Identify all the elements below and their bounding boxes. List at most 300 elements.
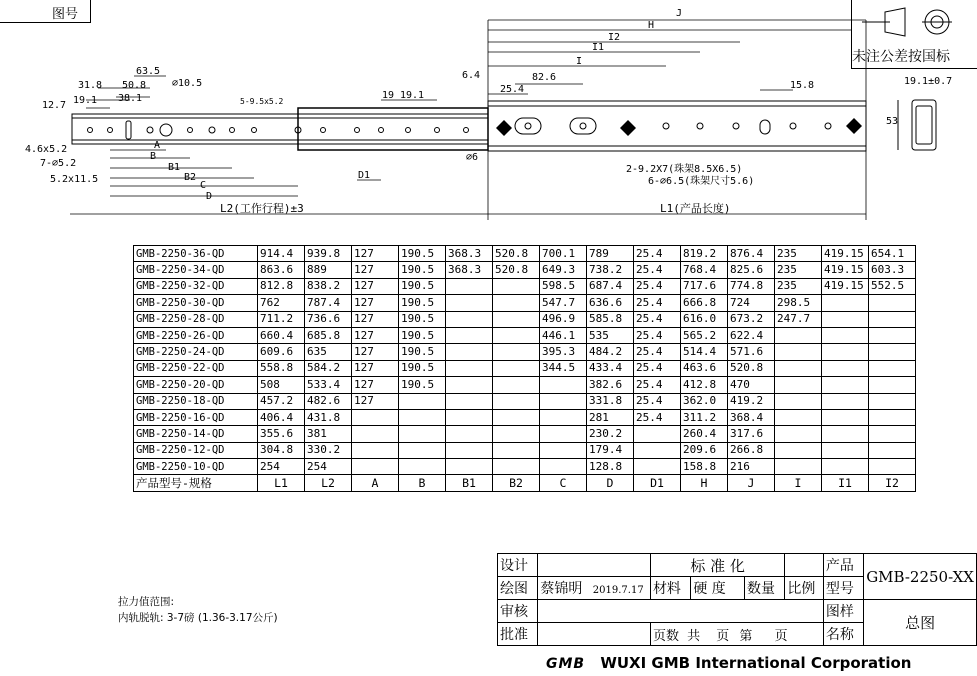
dim-15-8: 15.8 [790,80,815,91]
value-cell: 330.2 [305,442,352,458]
header-cell: I [775,475,822,491]
model-cell: GMB-2250-36-QD [134,246,258,262]
table-header-row [134,475,916,491]
value-cell: 382.6 [587,377,634,393]
value-cell [775,360,822,376]
value-cell: 724 [728,295,775,311]
model-cell: GMB-2250-24-QD [134,344,258,360]
dim-A: A [154,140,161,151]
value-cell: 25.4 [634,409,681,425]
table-row [134,426,916,442]
value-cell: 190.5 [399,377,446,393]
table-row [134,360,916,376]
value-cell: 209.6 [681,442,728,458]
value-cell: 876.4 [728,246,775,262]
value-cell: 25.4 [634,246,681,262]
value-cell [869,393,916,409]
value-cell [775,459,822,475]
value-cell: 190.5 [399,311,446,327]
model-cell: GMB-2250-28-QD [134,311,258,327]
tb-hardness: 硬 度 [691,577,745,600]
value-cell [869,295,916,311]
value-cell [540,409,587,425]
value-cell [775,409,822,425]
dim-50-8: 50.8 [122,80,147,91]
header-cell: J [728,475,775,491]
value-cell: 127 [352,377,399,393]
tb-pages: 页数 [652,628,679,644]
value-cell: 446.1 [540,327,587,343]
value-cell: 190.5 [399,344,446,360]
value-cell: 419.15 [822,262,869,278]
value-cell [493,459,540,475]
value-cell: 738.2 [587,262,634,278]
value-cell [493,311,540,327]
value-cell: 914.4 [258,246,305,262]
value-cell [822,426,869,442]
header-cell: A [352,475,399,491]
value-cell: 344.5 [540,360,587,376]
value-cell: 25.4 [634,295,681,311]
value-cell [399,426,446,442]
table-row [134,262,916,278]
dim-D: D [206,191,213,202]
value-cell [775,377,822,393]
value-cell: 25.4 [634,311,681,327]
value-cell: 717.6 [681,278,728,294]
value-cell [822,360,869,376]
slide-technical-drawing [0,0,977,230]
value-cell: 25.4 [634,262,681,278]
table-row [134,295,916,311]
value-cell [493,278,540,294]
value-cell [540,442,587,458]
model-cell: GMB-2250-10-QD [134,459,258,475]
value-cell [869,360,916,376]
value-cell: 230.2 [587,426,634,442]
value-cell [540,393,587,409]
value-cell [540,459,587,475]
table-row [134,409,916,425]
projection-symbol-icon [862,8,952,36]
value-cell: 190.5 [399,327,446,343]
value-cell [775,393,822,409]
value-cell: 565.2 [681,327,728,343]
value-cell: 666.8 [681,295,728,311]
dim-B: B [150,151,157,162]
value-cell: 673.2 [728,311,775,327]
value-cell: 406.4 [258,409,305,425]
value-cell [775,442,822,458]
value-cell [822,377,869,393]
value-cell: 190.5 [399,295,446,311]
value-cell: 127 [352,360,399,376]
dim-19: 19 [382,90,395,101]
value-cell [493,344,540,360]
tb-design: 设计 [498,554,538,577]
value-cell [869,327,916,343]
value-cell [822,393,869,409]
dim-6-4: 6.4 [462,70,481,81]
tb-nth: 第 [739,628,753,644]
value-cell: 552.5 [869,278,916,294]
value-cell: 616.0 [681,311,728,327]
dim-19-1: 19.1 [73,95,98,106]
dim-31-8: 31.8 [78,80,103,91]
value-cell: 609.6 [258,344,305,360]
value-cell: 216 [728,459,775,475]
value-cell: 787.4 [305,295,352,311]
value-cell [869,426,916,442]
dim-82-6: 82.6 [532,72,557,83]
value-cell [634,426,681,442]
value-cell [775,344,822,360]
value-cell: 355.6 [258,426,305,442]
value-cell: 190.5 [399,246,446,262]
header-cell: B1 [446,475,493,491]
value-cell: 535 [587,327,634,343]
value-cell: 235 [775,278,822,294]
value-cell [352,442,399,458]
value-cell [446,442,493,458]
value-cell [869,409,916,425]
dim-B1: B1 [168,162,181,173]
value-cell [446,327,493,343]
value-cell: 736.6 [305,311,352,327]
tb-standardize: 标 准 化 [650,554,784,577]
pull-range-value: 内轨脱轨: 3-7磅 (1.36-3.17公斤) [118,612,278,624]
table-row [134,393,916,409]
tb-product: 产品 [823,554,863,577]
value-cell [775,327,822,343]
value-cell: 939.8 [305,246,352,262]
value-cell [634,459,681,475]
dim-4-6: 4.6x5.2 [25,144,68,155]
value-cell: 520.8 [493,262,540,278]
dim-B2: B2 [184,172,197,183]
value-cell: 863.6 [258,262,305,278]
value-cell: 128.8 [587,459,634,475]
value-cell [822,311,869,327]
value-cell: 711.2 [258,311,305,327]
value-cell: 317.6 [728,426,775,442]
dim-slots: 5-9.5x5.2 [240,97,284,106]
mounting-holes [88,121,469,139]
value-cell [493,442,540,458]
value-cell: 190.5 [399,360,446,376]
value-cell [822,344,869,360]
header-cell: D1 [634,475,681,491]
value-cell: 304.8 [258,442,305,458]
dim-I: I [576,56,583,67]
model-cell: GMB-2250-20-QD [134,377,258,393]
value-cell [493,409,540,425]
table-row [134,377,916,393]
model-cell: GMB-2250-18-QD [134,393,258,409]
value-cell [446,426,493,442]
dim-19-1b: 19.1 [400,90,425,101]
value-cell [493,295,540,311]
value-cell [399,409,446,425]
tb-model-label: 型号 [823,577,863,600]
header-cell: L2 [305,475,352,491]
value-cell: 25.4 [634,327,681,343]
company-name: WUXI GMB International Corporation [600,654,912,672]
value-cell [493,426,540,442]
value-cell: 585.8 [587,311,634,327]
value-cell: 789 [587,246,634,262]
value-cell: 381 [305,426,352,442]
tb-qty: 数量 [744,577,784,600]
dim-63-5: 63.5 [136,66,161,77]
note-holes: 6-⌀6.5(珠架尺寸5.6) [648,176,755,187]
value-cell: 260.4 [681,426,728,442]
value-cell [540,377,587,393]
value-cell: 649.3 [540,262,587,278]
value-cell: 25.4 [634,377,681,393]
tb-drafter: 蔡锦明 [540,581,583,597]
value-cell: 419.15 [822,278,869,294]
value-cell: 362.0 [681,393,728,409]
value-cell: 470 [728,377,775,393]
value-cell [446,360,493,376]
value-cell: 762 [258,295,305,311]
dim-side-height: 53 [886,116,899,127]
value-cell: 654.1 [869,246,916,262]
model-cell: GMB-2250-32-QD [134,278,258,294]
dim-phi6: ⌀6 [466,152,479,163]
header-cell: B [399,475,446,491]
value-cell: 419.15 [822,246,869,262]
value-cell: 520.8 [728,360,775,376]
dim-L1: L1(产品长度) [660,202,731,215]
value-cell: 768.4 [681,262,728,278]
value-cell [822,442,869,458]
model-cell: GMB-2250-30-QD [134,295,258,311]
tb-page-unit2: 页 [774,628,788,644]
tb-scale: 比例 [785,577,824,600]
dim-L2: L2(工作行程)±3 [220,202,304,215]
table-row [134,311,916,327]
tb-name-value: 总图 [864,600,977,646]
value-cell [634,442,681,458]
value-cell [869,459,916,475]
value-cell: 635 [305,344,352,360]
value-cell: 825.6 [728,262,775,278]
value-cell [446,278,493,294]
value-cell: 25.4 [634,393,681,409]
value-cell [775,426,822,442]
dim-J: J [676,8,683,19]
table-row [134,459,916,475]
value-cell: 311.2 [681,409,728,425]
value-cell: 127 [352,393,399,409]
value-cell: 774.8 [728,278,775,294]
value-cell: 368.3 [446,262,493,278]
value-cell [493,360,540,376]
value-cell: 603.3 [869,262,916,278]
value-cell: 622.4 [728,327,775,343]
header-cell: I2 [869,475,916,491]
header-cell: C [540,475,587,491]
value-cell: 571.6 [728,344,775,360]
value-cell: 254 [258,459,305,475]
table-row [134,278,916,294]
dim-I2: I2 [608,32,621,43]
header-cell: L1 [258,475,305,491]
value-cell [822,459,869,475]
value-cell [399,393,446,409]
tb-drawing-type: 图样 [823,600,863,623]
value-cell [399,459,446,475]
tolerance-note: 未注公差按国标 [852,49,950,65]
value-cell [822,295,869,311]
value-cell [352,459,399,475]
value-cell: 636.6 [587,295,634,311]
value-cell: 127 [352,327,399,343]
value-cell: 484.2 [587,344,634,360]
header-cell: 产品型号-规格 [134,475,258,491]
dim-12-7: 12.7 [42,100,67,111]
value-cell: 127 [352,311,399,327]
dim-holes7: 7-⌀5.2 [40,158,77,169]
value-cell: 247.7 [775,311,822,327]
dim-side-width: 19.1±0.7 [904,76,953,87]
model-cell: GMB-2250-16-QD [134,409,258,425]
value-cell [446,377,493,393]
value-cell: 266.8 [728,442,775,458]
header-cell: H [681,475,728,491]
value-cell: 660.4 [258,327,305,343]
value-cell: 368.3 [446,246,493,262]
value-cell: 533.4 [305,377,352,393]
value-cell: 281 [587,409,634,425]
value-cell [493,327,540,343]
value-cell: 190.5 [399,262,446,278]
value-cell: 127 [352,246,399,262]
value-cell [446,344,493,360]
value-cell: 700.1 [540,246,587,262]
company-footer [546,654,911,672]
value-cell: 368.4 [728,409,775,425]
value-cell [399,442,446,458]
tb-page-unit: 页 [716,628,730,644]
value-cell: 25.4 [634,360,681,376]
value-cell [869,377,916,393]
dim-H: H [648,20,655,31]
table-row [134,442,916,458]
value-cell: 433.4 [587,360,634,376]
model-cell: GMB-2250-26-QD [134,327,258,343]
dim-5-2: 5.2x11.5 [50,174,99,185]
value-cell: 889 [305,262,352,278]
value-cell [822,409,869,425]
value-cell: 25.4 [634,278,681,294]
value-cell: 190.5 [399,278,446,294]
value-cell [822,327,869,343]
value-cell [446,393,493,409]
pull-range-title: 拉力值范围: [118,596,175,608]
value-cell: 463.6 [681,360,728,376]
value-cell: 838.2 [305,278,352,294]
header-cell: D [587,475,634,491]
value-cell [446,459,493,475]
header-cell: B2 [493,475,540,491]
tb-approve: 批准 [498,623,538,646]
value-cell [869,442,916,458]
value-cell: 158.8 [681,459,728,475]
value-cell: 419.2 [728,393,775,409]
value-cell: 685.8 [305,327,352,343]
value-cell: 558.8 [258,360,305,376]
value-cell [540,426,587,442]
note-ball-cage: 2-9.2X7(珠架8.5X6.5) [626,164,743,175]
tb-total: 共 [687,628,701,644]
value-cell [869,311,916,327]
value-cell: 235 [775,246,822,262]
value-cell: 508 [258,377,305,393]
value-cell [493,377,540,393]
value-cell: 127 [352,295,399,311]
drawing-number-label: 图号 [52,7,79,22]
value-cell: 179.4 [587,442,634,458]
value-cell: 598.5 [540,278,587,294]
value-cell: 520.8 [493,246,540,262]
tb-drafter-label: 绘图 [498,577,538,600]
value-cell: 127 [352,344,399,360]
value-cell [493,393,540,409]
value-cell: 496.9 [540,311,587,327]
table-row [134,327,916,343]
gmb-logo: GMB [546,656,586,672]
value-cell: 812.8 [258,278,305,294]
dim-38-1: 38.1 [118,93,143,104]
value-cell: 127 [352,262,399,278]
model-cell: GMB-2250-22-QD [134,360,258,376]
tb-material: 材料 [650,577,690,600]
value-cell [446,311,493,327]
dim-D1: D1 [358,170,371,181]
value-cell: 687.4 [587,278,634,294]
table-row [134,246,916,262]
value-cell: 457.2 [258,393,305,409]
value-cell: 584.2 [305,360,352,376]
dim-25-4: 25.4 [500,84,525,95]
side-profile-icon [898,100,936,150]
value-cell: 431.8 [305,409,352,425]
value-cell: 235 [775,262,822,278]
value-cell: 819.2 [681,246,728,262]
tb-review: 审核 [498,600,538,623]
tb-model-value: GMB-2250-XX [864,554,977,600]
dim-I1: I1 [592,42,605,53]
spec-table [133,245,916,492]
value-cell: 254 [305,459,352,475]
value-cell [446,295,493,311]
table-row [134,344,916,360]
header-cell: I1 [822,475,869,491]
value-cell [352,409,399,425]
model-cell: GMB-2250-14-QD [134,426,258,442]
value-cell: 395.3 [540,344,587,360]
value-cell: 412.8 [681,377,728,393]
dim-C: C [200,180,207,191]
value-cell: 482.6 [305,393,352,409]
value-cell: 298.5 [775,295,822,311]
value-cell: 25.4 [634,344,681,360]
model-cell: GMB-2250-34-QD [134,262,258,278]
tb-date: 2019.7.17 [592,585,644,596]
